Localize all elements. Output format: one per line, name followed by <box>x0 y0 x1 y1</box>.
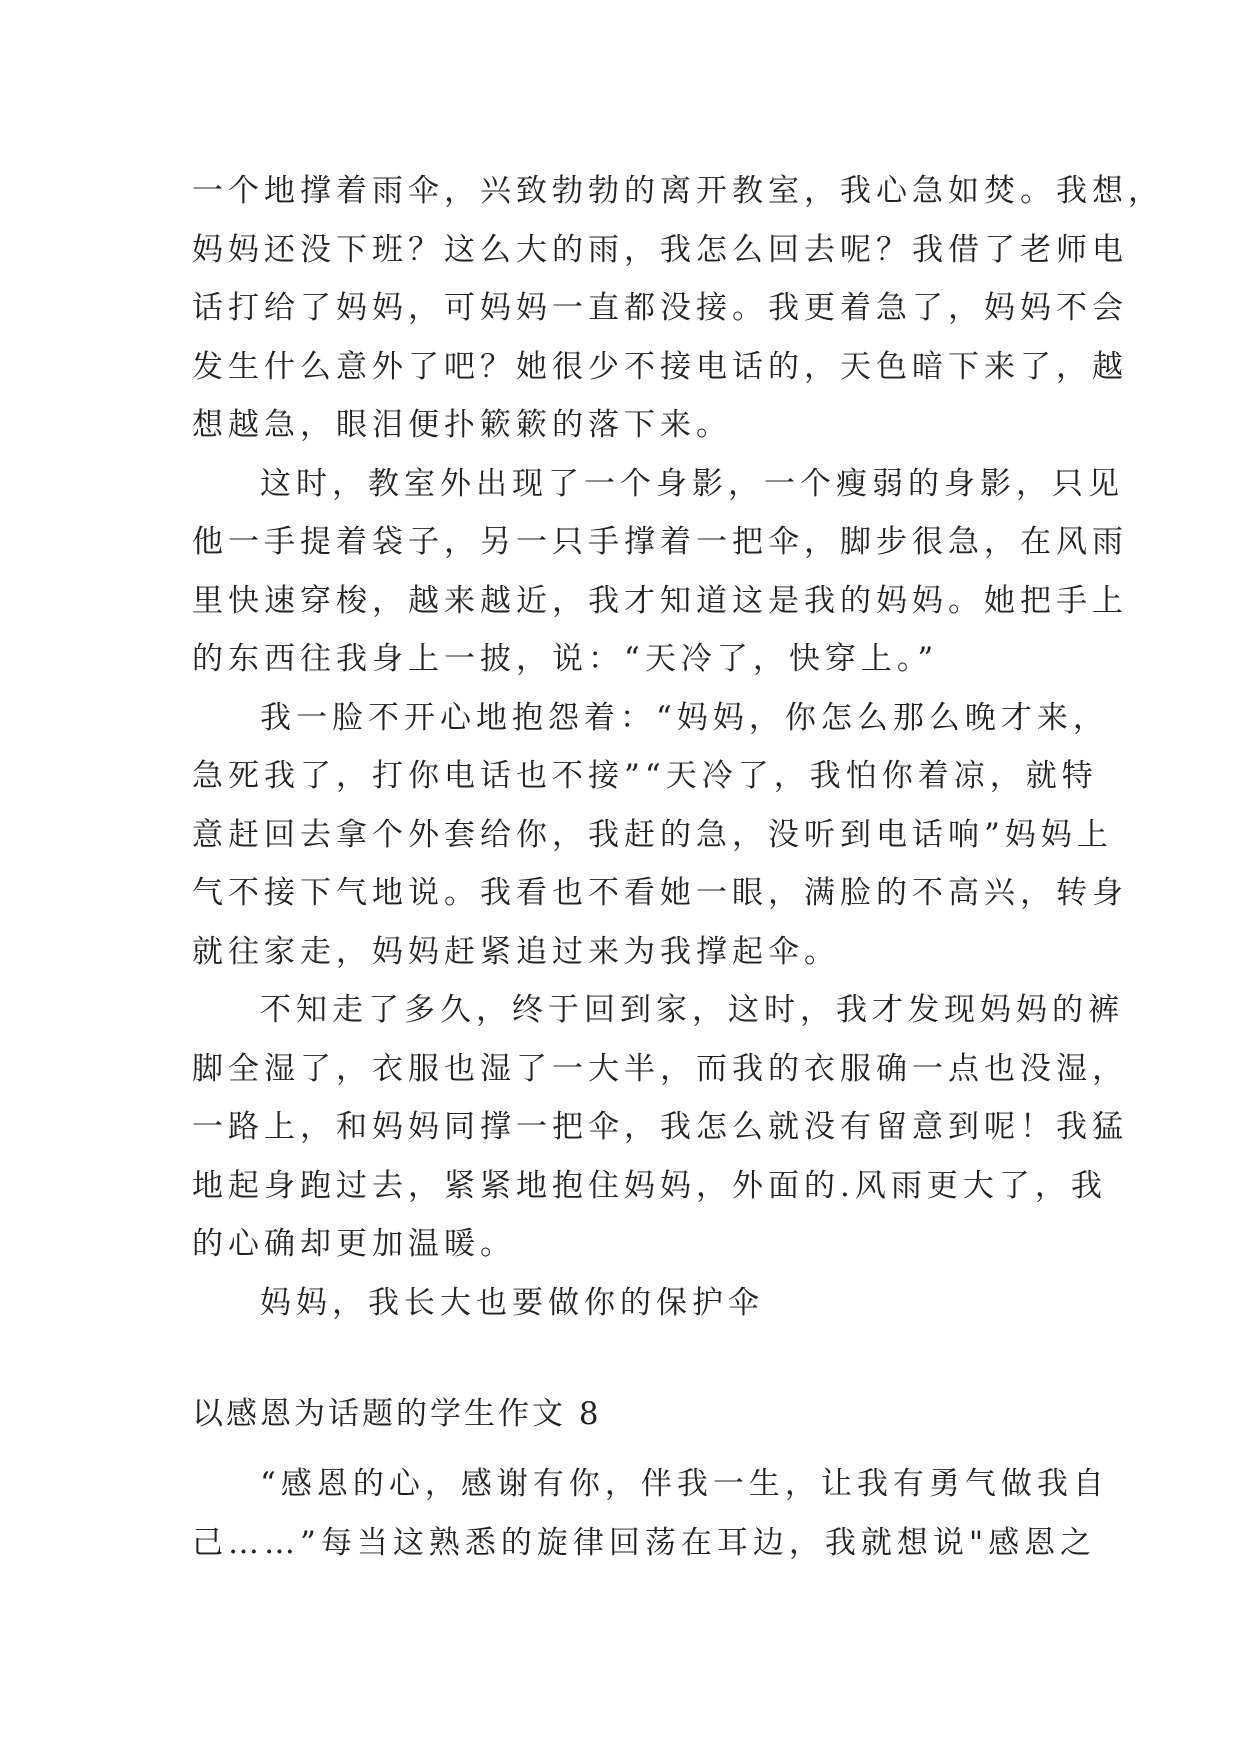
paragraph-line: 一路上，和妈妈同撑一把伞，我怎么就没有留意到呢！我猛 <box>192 1109 1128 1145</box>
paragraph-line: 妈妈还没下班？这么大的雨，我怎么回去呢？我借了老师电 <box>192 231 1128 268</box>
paragraph-line: 脚全湿了，衣服也湿了一大半，而我的衣服确一点也没湿， <box>192 1050 1128 1087</box>
paragraph-line: “感恩的心，感谢有你，伴我一生，让我有勇气做我自 <box>260 1466 1109 1502</box>
paragraph-line: 意赶回去拿个外套给你，我赶的急，没听到电话响”妈妈上 <box>192 816 1113 853</box>
paragraph-line: 己……”每当这熟悉的旋律回荡在耳边，我就想说"感恩之 <box>192 1524 1097 1561</box>
paragraph-line: 里快速穿梭，越来越近，我才知道这是我的妈妈。她把手上 <box>192 582 1128 619</box>
paragraph-line: 地起身跑过去，紧紧地抱住妈妈，外面的.风雨更大了，我 <box>192 1167 1107 1204</box>
paragraph-line: 他一手提着袋子，另一只手撑着一把伞，脚步很急，在风雨 <box>192 524 1128 560</box>
section-heading: 以感恩为话题的学生作文 8 <box>192 1396 602 1432</box>
paragraph-line: 就往家走，妈妈赶紧追过来为我撑起伞。 <box>192 933 840 970</box>
paragraph-line: 想越急，眼泪便扑簌簌的落下来。 <box>192 407 732 443</box>
paragraph-line: 我一脸不开心地抱怨着：“妈妈，你怎么那么晚才来， <box>260 699 1109 736</box>
paragraph-line: 的东西往我身上一披，说：“天冷了，快穿上。” <box>192 641 939 677</box>
paragraph-line: 这时，教室外出现了一个身影，一个瘦弱的身影，只见 <box>260 465 1124 502</box>
paragraph-line: 一个地撑着雨伞，兴致勃勃的离开教室，我心急如焚。我想， <box>192 173 1164 209</box>
paragraph-line: 妈妈，我长大也要做你的保护伞 <box>260 1284 764 1321</box>
paragraph-line: 发生什么意外了吧？她很少不接电话的，天色暗下来了，越 <box>192 348 1128 385</box>
paragraph-line: 急死我了，打你电话也不接”“天冷了，我怕你着凉，就特 <box>192 758 1098 794</box>
paragraph-line: 话打给了妈妈，可妈妈一直都没接。我更着急了，妈妈不会 <box>192 290 1128 326</box>
essay-body-next <box>192 1455 1109 1572</box>
paragraph-line: 的心确却更加温暖。 <box>192 1226 516 1262</box>
paragraph-line: 不知走了多久，终于回到家，这时，我才发现妈妈的裤 <box>260 992 1124 1028</box>
essay-body <box>192 162 1164 1332</box>
paragraph-line: 气不接下气地说。我看也不看她一眼，满脸的不高兴，转身 <box>192 875 1128 911</box>
